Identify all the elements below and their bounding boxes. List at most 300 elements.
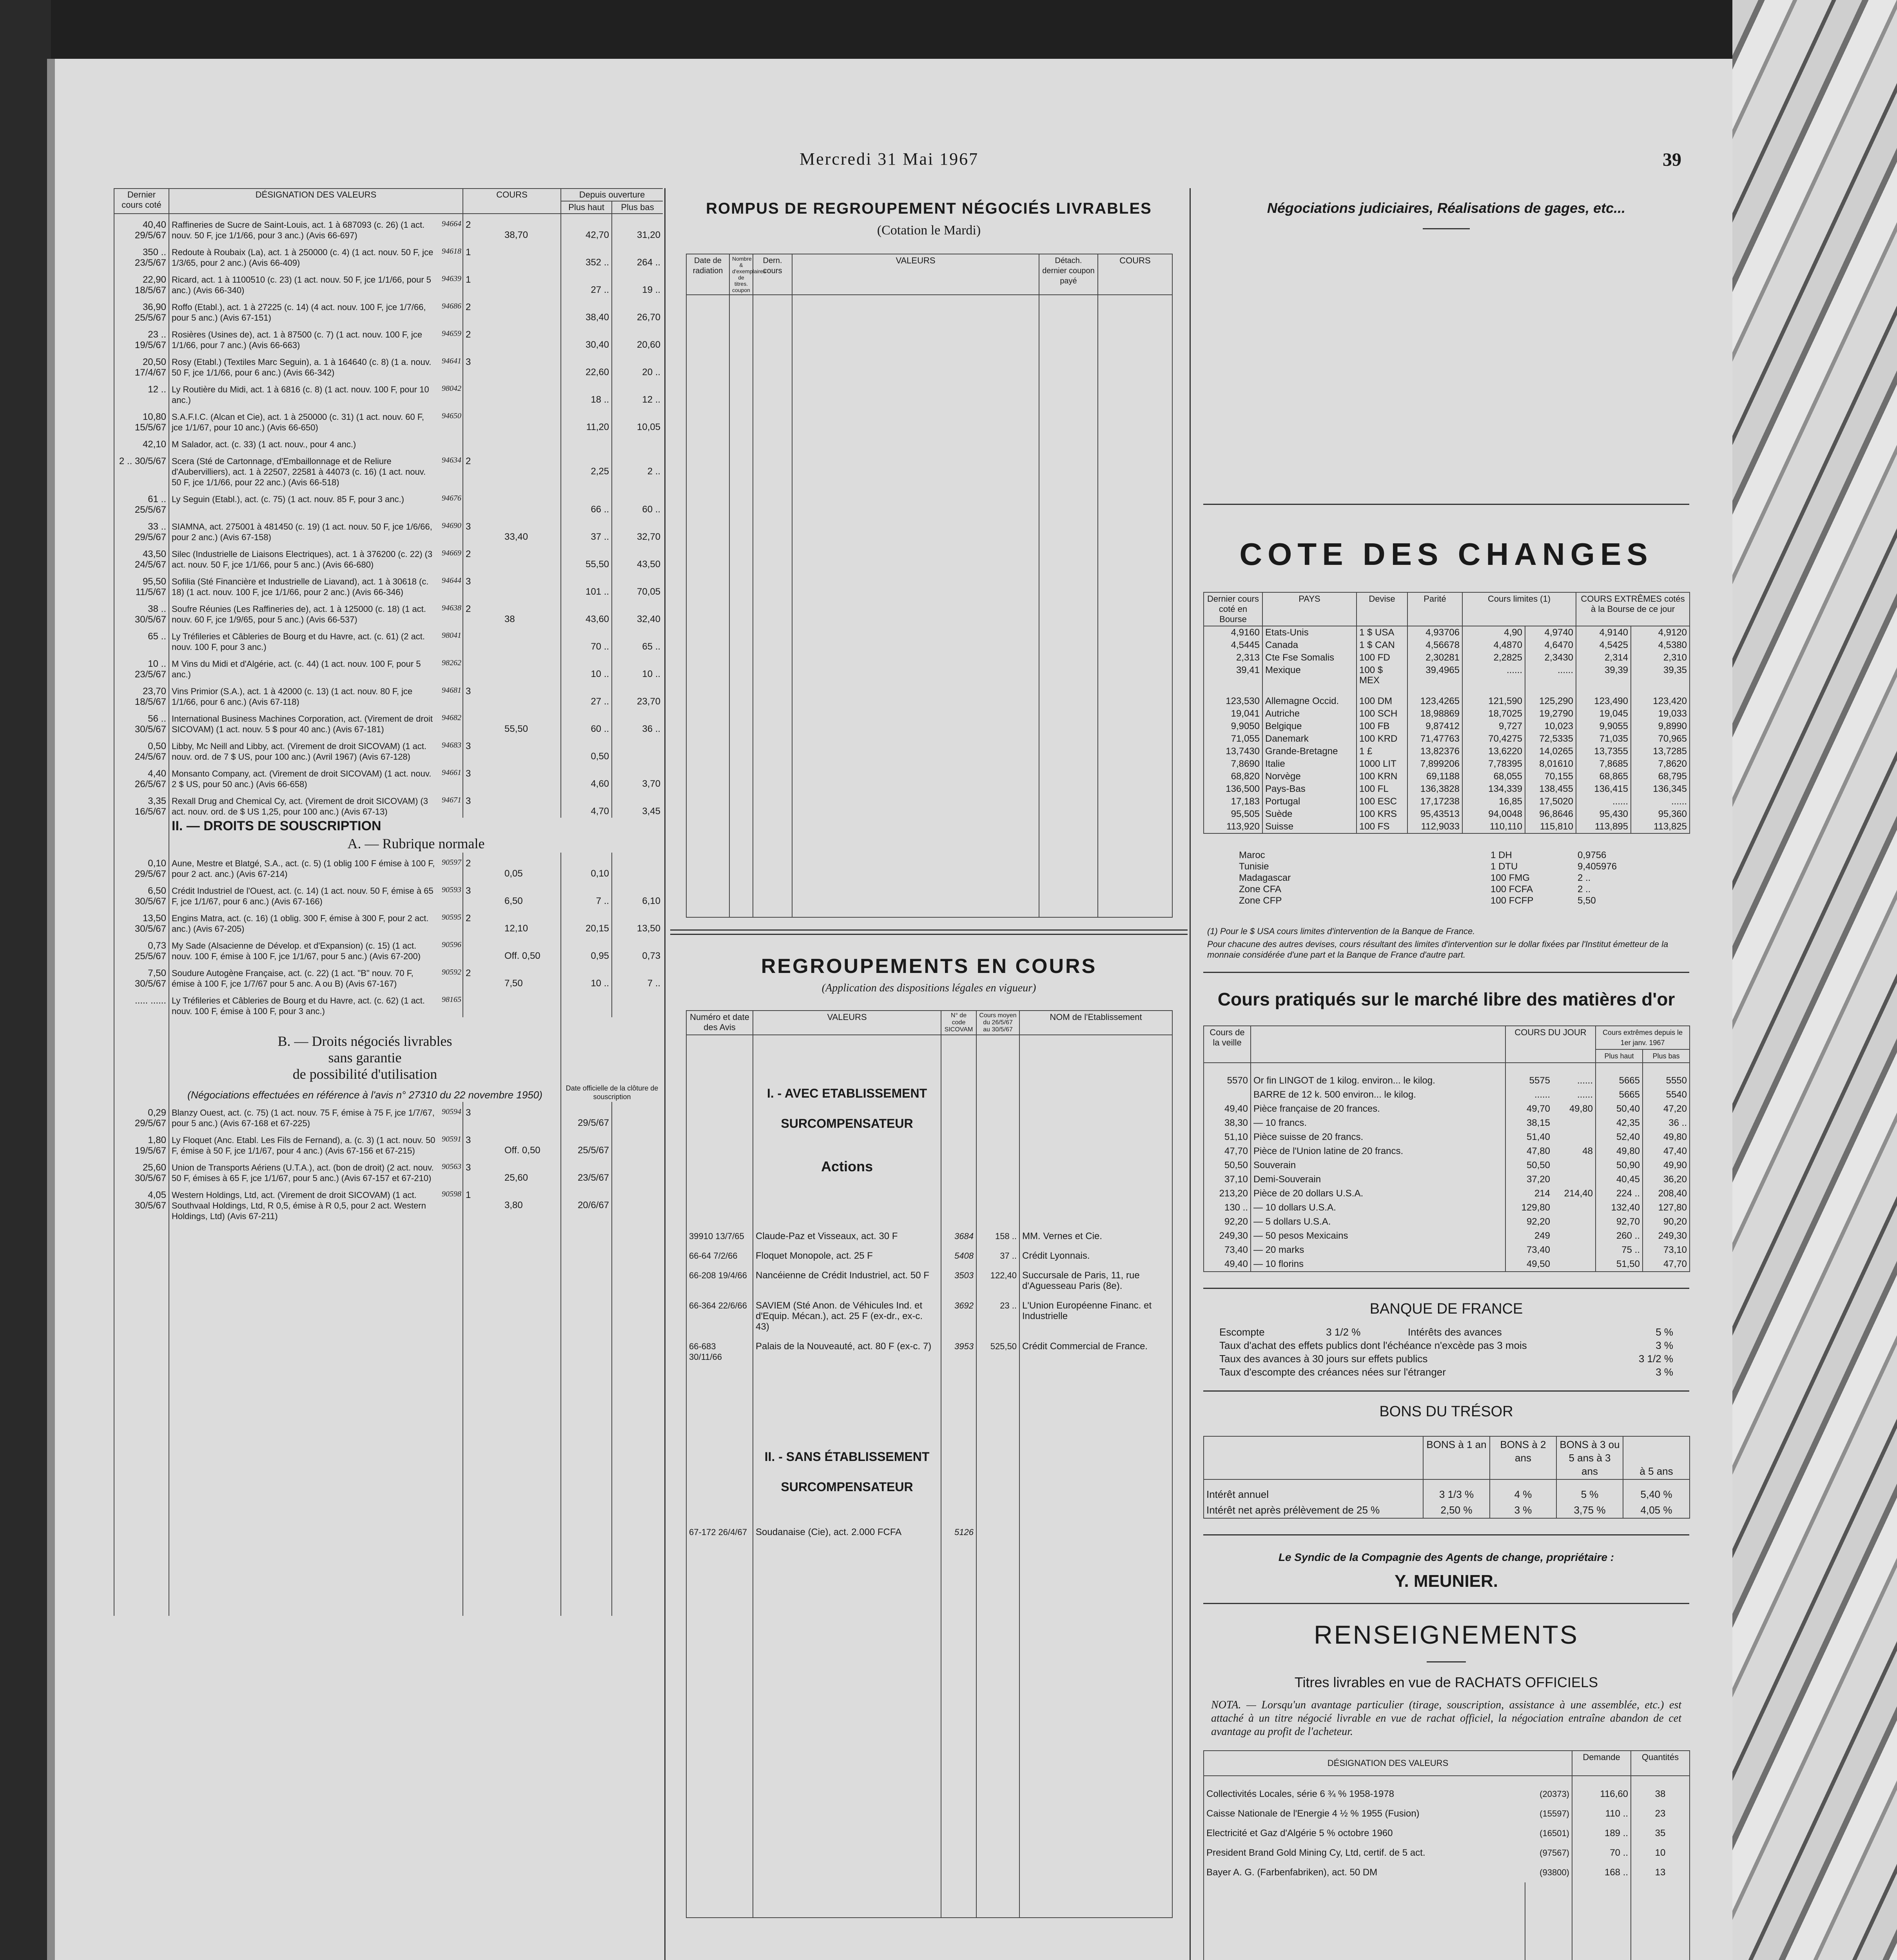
high-cell: 2,25	[561, 450, 612, 488]
quotation-mark	[463, 434, 502, 450]
changes-cell: 17,183	[1204, 795, 1262, 808]
changes-col-extremes: COURS EXTRÊMES cotés à la Bourse de ce jour	[1576, 592, 1690, 626]
or-col-desc	[1251, 1026, 1505, 1063]
changes-cell: 100 KRN	[1357, 770, 1407, 783]
banque-label: Taux des avances à 30 jours sur effets publics	[1219, 1353, 1428, 1365]
high-cell: 23/5/67	[561, 1157, 612, 1184]
regroup-cours: 158 ..	[976, 1223, 1019, 1243]
price-cell: 55,50	[504, 724, 528, 734]
last-price-cell: 10,80 15/5/67	[114, 406, 169, 434]
high-cell: 43,60	[561, 598, 612, 626]
changes-col-last: Dernier cours coté en Bourse	[1204, 592, 1262, 626]
section-droits: II. — DROITS DE SOUSCRIPTION	[169, 818, 663, 835]
security-row	[114, 324, 663, 351]
bons-cell: 5 %	[1556, 1479, 1623, 1502]
security-name: Raffineries de Sucre de Saint-Louis, act. 1 à 687093 (c. 26) (1 act. nouv. 50 F, jce 1/1/66, pour 3 anc.) (Avis 66-697)	[169, 214, 439, 241]
regroup-avis: 66-208 19/4/66	[686, 1262, 753, 1292]
changes-row	[1204, 652, 1690, 664]
or-cell: Demi-Souverain	[1251, 1172, 1505, 1187]
changes-cell: 4,4870	[1462, 639, 1525, 652]
security-row	[114, 1184, 663, 1222]
banque-row	[1219, 1339, 1674, 1352]
quotation-mark	[463, 488, 502, 516]
changes-cell: 39,41	[1204, 664, 1262, 687]
last-price-cell: 350 .. 23/5/67	[114, 241, 169, 269]
or-cell: 5575	[1505, 1063, 1552, 1088]
or-row	[1204, 1172, 1690, 1187]
or-cell: 213,20	[1204, 1187, 1251, 1201]
rachat-pad-cell	[1631, 1882, 1690, 1960]
or-row	[1204, 1102, 1690, 1116]
security-name: Rosières (Usines de), act. 1 à 87500 (c. 7) (1 act. nouv. 100 F, jce 1/1/66, pour 7 anc.) (Avis 66-663)	[169, 324, 439, 351]
or-cell: Souverain	[1251, 1158, 1505, 1172]
security-row	[114, 880, 663, 907]
last-price-cell: 23 .. 19/5/67	[114, 324, 169, 351]
rachat-demande: 189 ..	[1572, 1824, 1631, 1843]
negociations-title: Négociations judiciaires, Réalisations de gages, etc...	[1267, 200, 1626, 216]
or-cell	[1552, 1172, 1596, 1187]
or-cell: 49,80	[1569, 1103, 1593, 1114]
regroup-actions: Actions	[821, 1158, 873, 1174]
changes-extra-row	[1239, 884, 1656, 895]
col-closing-date: Date officielle de la clôture de souscription	[561, 1017, 663, 1102]
section-divider	[670, 934, 1188, 935]
rachat-code: (15597)	[1540, 1809, 1570, 1818]
changes-row	[1204, 745, 1690, 758]
price-cell: 6,50	[504, 896, 523, 906]
renseignements-title: RENSEIGNEMENTS	[1314, 1620, 1579, 1649]
or-cell: Pièce de l'Union latine de 20 francs.	[1251, 1144, 1505, 1158]
bons-col-3ans: BONS à 3 ou 5 ans à 3 ans	[1556, 1436, 1623, 1479]
or-cell: 127,80	[1643, 1201, 1690, 1215]
high-cell: 38,40	[561, 296, 612, 324]
sicovam-code: 94686	[442, 302, 461, 310]
or-col-veille: Cours de la veille	[1204, 1026, 1251, 1063]
extra-pays: Zone CFP	[1239, 895, 1282, 906]
changes-cell: 39,39	[1576, 664, 1631, 687]
sicovam-code: 94676	[442, 494, 461, 503]
changes-row	[1204, 820, 1690, 833]
or-cell: — 5 dollars U.S.A.	[1251, 1215, 1505, 1229]
sicovam-code: 98042	[442, 384, 461, 393]
extra-value: 2 ..	[1578, 873, 1591, 883]
security-row	[114, 571, 663, 598]
regroup-row	[686, 1292, 1172, 1333]
or-cell: 47,20	[1643, 1102, 1690, 1116]
security-name: S.A.F.I.C. (Alcan et Cie), act. 1 à 250000 (c. 31) (1 act. nouv. 60 F, jce 1/1/67, pour 10 anc.) (Avis 66-650)	[169, 406, 439, 434]
quotation-mark: 3	[463, 880, 502, 907]
or-cell: 130 ..	[1204, 1201, 1251, 1215]
last-price-cell: 40,40 29/5/67	[114, 214, 169, 241]
security-name: Rexall Drug and Chemical Cy, act. (Virement de droit SICOVAM) (3 act. nouv. ord. de $ US 1,25, pour 100 anc.) (Avis 67-13)	[169, 790, 439, 818]
or-cell: 5540	[1643, 1088, 1690, 1102]
quotation-mark: 1	[463, 241, 502, 269]
price-cell: 0,05	[504, 868, 523, 879]
security-name: Blanzy Ouest, act. (c. 75) (1 act. nouv. 75 F, émise à 75 F, jce 1/7/67, pour 5 anc.) (Avis 67-168 et 67-225)	[169, 1102, 439, 1129]
security-row	[114, 935, 663, 962]
col-designation: DÉSIGNATION DES VALEURS	[169, 189, 463, 214]
changes-extra-row	[1239, 872, 1656, 884]
high-cell: 352 ..	[561, 241, 612, 269]
rachat-name: Electricité et Gaz d'Algérie 5 % octobre 1960	[1204, 1824, 1525, 1843]
changes-cell: Autriche	[1262, 708, 1357, 720]
changes-cell: 1 $ CAN	[1357, 639, 1407, 652]
security-row	[114, 543, 663, 571]
security-name: My Sade (Alsacienne de Dévelop. et d'Expansion) (c. 15) (1 act. nouv. 100 F, émise à 100 F, jce 1/1/67, pour 5 anc.) (Avis 67-200)	[169, 935, 439, 962]
low-cell: 23,70	[612, 681, 663, 708]
security-name: Union de Transports Aériens (U.T.A.), act. (bon de droit) (2 act. nouv. 50 F, émises à 65 F, jce 1/1/67, pour 5 anc.) (Avis 67-157 et 67-210)	[169, 1157, 439, 1184]
changes-cell: 136,500	[1204, 783, 1262, 795]
price-cell	[502, 241, 561, 269]
banque-label: Taux d'achat des effets publics dont l'échéance n'excède pas 3 mois	[1219, 1339, 1527, 1351]
price-cell	[502, 653, 561, 681]
sicovam-code: 98262	[442, 659, 461, 667]
or-cell: — 10 francs.	[1251, 1116, 1505, 1130]
or-row	[1204, 1243, 1690, 1257]
security-row	[114, 962, 663, 990]
rachat-pad-cell	[1572, 1882, 1631, 1960]
rompus-col-last: Dern. cours	[753, 254, 792, 295]
extra-devise: 1 DH	[1491, 850, 1512, 860]
col-since-opening: Depuis ouverture	[561, 189, 663, 201]
security-row	[114, 735, 663, 763]
or-cell: 73,40	[1505, 1243, 1552, 1257]
changes-cell: 9,8990	[1631, 720, 1690, 733]
changes-extra-row	[1239, 895, 1656, 906]
quotation-mark: 2	[463, 450, 502, 488]
changes-cell: 7,8620	[1631, 758, 1690, 770]
high-cell	[561, 434, 612, 450]
price-cell: 38	[504, 614, 515, 624]
price-cell	[502, 379, 561, 406]
col-cours: COURS	[463, 189, 561, 214]
security-name: Engins Matra, act. (c. 16) (1 oblig. 300 F, émise à 300 F, pour 2 act. anc.) (Avis 67-205)	[169, 907, 439, 935]
last-price-cell: 1,80 19/5/67	[114, 1129, 169, 1157]
middle-column	[670, 188, 1188, 1960]
syndic-line: Le Syndic de la Compagnie des Agents de change, propriétaire :	[1278, 1551, 1614, 1563]
price-cell	[502, 681, 561, 708]
changes-cell: 4,9140	[1576, 626, 1631, 639]
changes-cell: 17,17238	[1407, 795, 1462, 808]
sicovam-code: 94671	[442, 796, 461, 804]
low-cell: 3,70	[612, 763, 663, 790]
changes-cell: 100 KRD	[1357, 733, 1407, 745]
security-name: Ly Tréfileries et Câbleries de Bourg et du Havre, act. (c. 61) (2 act. nouv. 100 F, pour 3 anc.)	[169, 626, 439, 653]
quotation-mark: 2	[463, 324, 502, 351]
regroup-etab: MM. Vernes et Cie.	[1019, 1223, 1172, 1243]
changes-cell: 70,155	[1525, 770, 1576, 783]
price-cell	[502, 488, 561, 516]
changes-cell: 100 SCH	[1357, 708, 1407, 720]
sicovam-code: 90593	[442, 886, 461, 894]
security-name: Ricard, act. 1 à 1100510 (c. 23) (1 act. nouv. 50 F, jce 1/1/66, pour 5 anc.) (Avis 66-340)	[169, 269, 439, 296]
regroup-etab: Succursale de Paris, 11, rue d'Aguesseau Paris (8e).	[1019, 1262, 1172, 1292]
quotation-mark: 2	[463, 853, 502, 880]
low-cell: 7 ..	[612, 962, 663, 990]
or-cell: 36,20	[1643, 1172, 1690, 1187]
quotation-mark: 3	[463, 571, 502, 598]
banque-value: 3 %	[1656, 1366, 1673, 1378]
changes-cell: 123,420	[1631, 687, 1690, 708]
rompus-title: ROMPUS DE REGROUPEMENT NÉGOCIÉS LIVRABLES	[706, 200, 1152, 217]
security-name: Aune, Mestre et Blatgé, S.A., act. (c. 5) (1 oblig 100 F émise à 100 F, pour 2 act. anc.) (Avis 67-214)	[169, 853, 439, 880]
rachat-quantite: 23	[1631, 1804, 1690, 1824]
last-price-cell: 22,90 18/5/67	[114, 269, 169, 296]
or-cell: 42,35	[1596, 1116, 1643, 1130]
or-cell: 49,80	[1643, 1130, 1690, 1144]
security-name: Ly Routière du Midi, act. 1 à 6816 (c. 8) (1 act. nouv. 100 F, pour 10 anc.)	[169, 379, 439, 406]
changes-cell: 9,9055	[1576, 720, 1631, 733]
changes-cell: 113,825	[1631, 820, 1690, 833]
or-cell: 5550	[1643, 1063, 1690, 1088]
rachats-col-designation: DÉSIGNATION DES VALEURS	[1204, 1751, 1572, 1776]
security-name: International Business Machines Corporation, act. (Virement de droit SICOVAM) (1 act. nouv. 5 $ pour 40 anc.) (Avis 67-181)	[169, 708, 439, 735]
quotation-mark	[463, 708, 502, 735]
low-cell: 31,20	[612, 214, 663, 241]
or-cell: 92,20	[1204, 1215, 1251, 1229]
or-cell: 50,50	[1204, 1158, 1251, 1172]
rachat-quantite: 38	[1631, 1776, 1690, 1804]
changes-cell: 4,9740	[1525, 626, 1576, 639]
high-cell: 22,60	[561, 351, 612, 379]
or-row	[1204, 1088, 1690, 1102]
quotation-mark: 2	[463, 543, 502, 571]
changes-cell: 100 $ MEX	[1357, 664, 1407, 687]
price-cell	[502, 450, 561, 488]
changes-cell: Suisse	[1262, 820, 1357, 833]
high-cell: 10 ..	[561, 962, 612, 990]
bons-col-1an: BONS à 1 an	[1423, 1436, 1490, 1479]
last-price-cell: 65 ..	[114, 626, 169, 653]
changes-cell: 13,7430	[1204, 745, 1262, 758]
regroup-code: 3692	[941, 1292, 976, 1333]
changes-cell: 136,3828	[1407, 783, 1462, 795]
last-price-cell: 0,50 24/5/67	[114, 735, 169, 763]
security-row	[114, 450, 663, 488]
low-cell: 60 ..	[612, 488, 663, 516]
quotation-mark: 3	[463, 1102, 502, 1129]
or-cell: 37,10	[1204, 1172, 1251, 1187]
or-row	[1204, 1215, 1690, 1229]
changes-cell: 95,430	[1576, 808, 1631, 820]
subsection-b-l1: B. — Droits négociés livrables	[277, 1033, 452, 1049]
price-cell	[502, 1102, 561, 1129]
regroup-col-valeurs: VALEURS	[753, 1011, 941, 1035]
renseignements-subtitle: Titres livrables en vue de RACHATS OFFICIELS	[1294, 1674, 1598, 1690]
or-cell: 132,40	[1596, 1201, 1643, 1215]
changes-col-devise: Devise	[1357, 592, 1407, 626]
changes-cell: 2,2825	[1462, 652, 1525, 664]
changes-note-2: Pour chacune des autres devises, cours résultant des limites d'intervention sur le dollar fixées par l'Institut émetteur de la monnaie considérée d'une part et la Banque de France d'autre part.	[1207, 939, 1668, 960]
last-price-cell: 42,10	[114, 434, 169, 450]
rachat-quantite: 35	[1631, 1824, 1690, 1843]
regroup-cours	[976, 1519, 1019, 1539]
high-cell: 0,10	[561, 853, 612, 880]
banque-row	[1219, 1352, 1674, 1365]
rachats-table	[1203, 1750, 1690, 1960]
changes-cell: 4,5425	[1576, 639, 1631, 652]
sicovam-code: 94661	[442, 768, 461, 777]
regroup-etab	[1019, 1519, 1172, 1539]
changes-cell: 100 FD	[1357, 652, 1407, 664]
changes-cell: 68,795	[1631, 770, 1690, 783]
changes-cell: 71,47763	[1407, 733, 1462, 745]
changes-cell: 134,339	[1462, 783, 1525, 795]
regroup-col-cours: Cours moyen du 26/5/67 au 30/5/67	[976, 1011, 1019, 1035]
security-row	[114, 990, 663, 1017]
high-cell: 101 ..	[561, 571, 612, 598]
security-name: SIAMNA, act. 275001 à 481450 (c. 19) (1 act. nouv. 50 F, jce 1/6/66, pour 2 anc.) (Avis 67-158)	[169, 516, 439, 543]
regroup-row	[686, 1243, 1172, 1262]
or-row	[1204, 1144, 1690, 1158]
sicovam-code: 90595	[442, 913, 461, 922]
rachat-code: (93800)	[1540, 1867, 1570, 1877]
changes-cell: 14,0265	[1525, 745, 1576, 758]
changes-row	[1204, 626, 1690, 639]
or-row	[1204, 1158, 1690, 1172]
changes-cell: 13,82376	[1407, 745, 1462, 758]
or-cell: Pièce de 20 dollars U.S.A.	[1251, 1187, 1505, 1201]
or-cell: — 10 dollars U.S.A.	[1251, 1201, 1505, 1215]
quotation-mark: 2	[463, 214, 502, 241]
last-price-cell: 0,29 29/5/67	[114, 1102, 169, 1129]
regroup-name: Palais de la Nouveauté, act. 80 F (ex-c. 7)	[753, 1333, 941, 1363]
quotation-mark: 3	[463, 763, 502, 790]
or-cell	[1552, 1116, 1596, 1130]
regroup-row	[686, 1519, 1172, 1539]
extra-devise: 100 FCFA	[1491, 884, 1533, 895]
changes-table	[1203, 592, 1690, 834]
high-cell: 29/5/67	[561, 1102, 612, 1129]
high-cell: 4,70	[561, 790, 612, 818]
bons-cell: 2,50 %	[1423, 1502, 1490, 1518]
high-cell: 60 ..	[561, 708, 612, 735]
changes-cell: 9,727	[1462, 720, 1525, 733]
or-cell: 73,40	[1204, 1243, 1251, 1257]
low-cell: 13,50	[612, 907, 663, 935]
low-cell	[612, 853, 663, 880]
high-cell: 20,15	[561, 907, 612, 935]
page-date: Mercredi 31 Mai 1967	[800, 149, 979, 169]
changes-cell: 2,314	[1576, 652, 1631, 664]
changes-cell: ......	[1525, 664, 1576, 687]
security-name: Sofilia (Sté Financière et Industrielle de Liavand), act. 1 à 30618 (c. 18) (1 act. nouv. 100 F, jce 1/1/66, pour 2 anc.) (Avis 66-346)	[169, 571, 439, 598]
sicovam-code: 90597	[442, 858, 461, 867]
security-name: Monsanto Company, act. (Virement de droit SICOVAM) (1 act. nouv. 2 $ US, pour 50 anc.) (Avis 66-658)	[169, 763, 439, 790]
extra-pays: Madagascar	[1239, 873, 1291, 883]
last-price-cell: 61 .. 25/5/67	[114, 488, 169, 516]
or-cell: 50,50	[1505, 1158, 1552, 1172]
low-cell: 264 ..	[612, 241, 663, 269]
or-cell: 51,10	[1204, 1130, 1251, 1144]
high-cell: 25/5/67	[561, 1129, 612, 1157]
changes-cell: 100 KRS	[1357, 808, 1407, 820]
high-cell: 55,50	[561, 543, 612, 571]
high-cell: 20/6/67	[561, 1184, 612, 1222]
or-cell: ......	[1577, 1089, 1593, 1100]
changes-cell: 136,345	[1631, 783, 1690, 795]
changes-extra-row	[1239, 861, 1656, 872]
regroup-etab: Crédit Lyonnais.	[1019, 1243, 1172, 1262]
changes-cell: ......	[1631, 795, 1690, 808]
changes-cell: 2,313	[1204, 652, 1262, 664]
changes-cell: Belgique	[1262, 720, 1357, 733]
security-name: Vins Primior (S.A.), act. 1 à 42000 (c. 13) (1 act. nouv. 80 F, jce 1/1/66, pour 6 anc.) (Avis 67-118)	[169, 681, 439, 708]
or-cell: 49,40	[1204, 1257, 1251, 1272]
quotation-mark: 3	[463, 1157, 502, 1184]
changes-cell: 4,9160	[1204, 626, 1262, 639]
or-col-low: Plus bas	[1643, 1049, 1690, 1063]
security-name: Roffo (Etabl.), act. 1 à 27225 (c. 14) (4 act. nouv. 100 F, jce 1/7/66, pour 5 anc.) (Avis 67-151)	[169, 296, 439, 324]
or-cell: — 20 marks	[1251, 1243, 1505, 1257]
changes-cell: 71,055	[1204, 733, 1262, 745]
low-cell: 65 ..	[612, 626, 663, 653]
price-cell	[502, 763, 561, 790]
quotation-mark	[463, 653, 502, 681]
changes-cell: 68,820	[1204, 770, 1262, 783]
changes-row	[1204, 639, 1690, 652]
price-cell	[502, 406, 561, 434]
price-cell: 3,80	[504, 1200, 523, 1210]
or-cell: 47,70	[1643, 1257, 1690, 1272]
price-cell	[502, 626, 561, 653]
or-cell: 40,45	[1596, 1172, 1643, 1187]
regroup-sec2-l2: SURCOMPENSATEUR	[781, 1480, 913, 1494]
low-cell: 32,70	[612, 516, 663, 543]
high-cell: 30,40	[561, 324, 612, 351]
changes-cell: 4,90	[1462, 626, 1525, 639]
subsection-b-l3: de possibilité d'utilisation	[292, 1066, 437, 1082]
price-cell	[502, 296, 561, 324]
or-row	[1204, 1063, 1690, 1088]
security-row	[114, 296, 663, 324]
banque-row	[1219, 1325, 1674, 1339]
security-name: M Vins du Midi et d'Algérie, act. (c. 44) (1 act. nouv. 100 F, pour 5 anc.)	[169, 653, 439, 681]
left-column	[114, 188, 662, 1960]
price-cell: 25,60	[504, 1172, 528, 1183]
security-name: Silec (Industrielle de Liaisons Electriques), act. 1 à 376200 (c. 22) (3 act. nouv. 50 F, jce 1/1/66, pour 5 anc.) (Avis 66-680)	[169, 543, 439, 571]
changes-cell: 96,8646	[1525, 808, 1576, 820]
high-cell: 27 ..	[561, 269, 612, 296]
rachat-row	[1204, 1843, 1690, 1863]
changes-col-pays: PAYS	[1262, 592, 1357, 626]
security-row	[114, 406, 663, 434]
changes-cell: 113,920	[1204, 820, 1262, 833]
low-cell: 12 ..	[612, 379, 663, 406]
changes-row	[1204, 664, 1690, 687]
sicovam-code: 94641	[442, 357, 461, 365]
quotation-mark	[463, 406, 502, 434]
changes-cell: Mexique	[1262, 664, 1357, 687]
price-cell	[502, 735, 561, 763]
bons-cell: 4,05 %	[1623, 1502, 1690, 1518]
rompus-col-cours: COURS	[1098, 254, 1172, 295]
sicovam-code: 94639	[442, 274, 461, 283]
sicovam-code: 98041	[442, 631, 461, 640]
changes-cell: ......	[1462, 664, 1525, 687]
price-cell: 12,10	[504, 923, 528, 934]
low-cell	[612, 1102, 663, 1129]
or-cell: Or fin LINGOT de 1 kilog. environ... le kilog.	[1251, 1063, 1505, 1088]
last-price-cell: 25,60 30/5/67	[114, 1157, 169, 1184]
changes-cell: Suède	[1262, 808, 1357, 820]
or-cell	[1552, 1215, 1596, 1229]
low-cell	[612, 990, 663, 1017]
low-cell	[612, 434, 663, 450]
rachat-code: (97567)	[1540, 1848, 1570, 1858]
security-name: Crédit Industriel de l'Ouest, act. (c. 14) (1 act. nouv. 50 F, émise à 65 F, jce 1/1/67, pour 6 anc.) (Avis 67-166)	[169, 880, 439, 907]
rachat-code: (16501)	[1540, 1828, 1570, 1838]
